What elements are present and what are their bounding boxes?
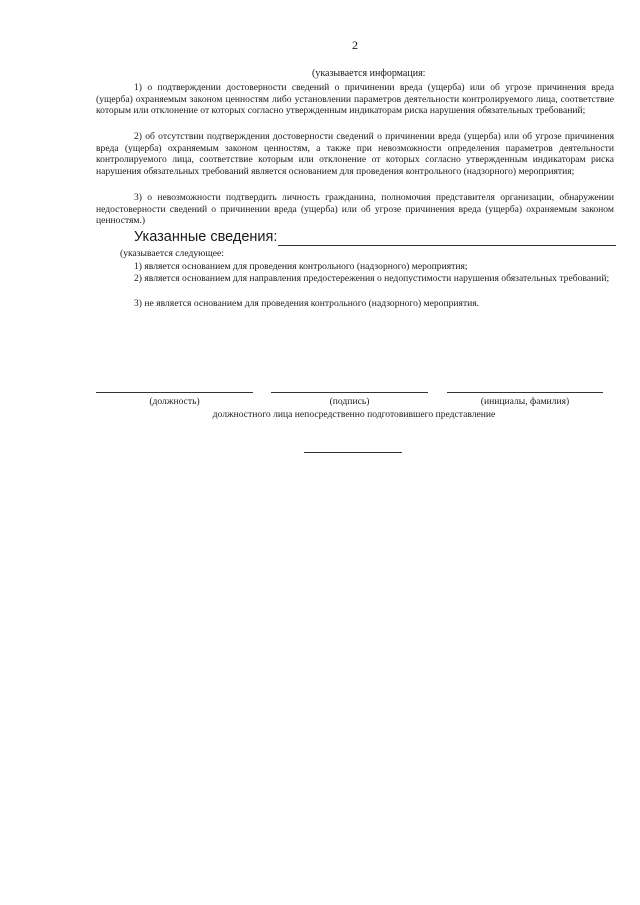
- stated-item-1: 1) является основанием для проведения контрольного (надзорного) мероприятия;: [134, 261, 468, 272]
- position-caption: (должность): [149, 396, 200, 407]
- stated-heading: (указывается следующее:: [120, 248, 224, 259]
- stated-label: Указанные сведения:: [134, 229, 278, 245]
- position-line: [96, 392, 253, 393]
- signature-line: [271, 392, 428, 393]
- stated-item-2: 2) является основанием для направления предостережения о недопустимости нарушения обязательных требований;: [134, 273, 610, 284]
- stated-item-3: 3) не является основанием для проведения контрольного (надзорного) мероприятия.: [134, 298, 480, 309]
- info-item-1: 1) о подтверждении достоверности сведений о причинении вреда (ущерба) или об угрозе причинения вреда (ущерба) охраняемым законом ценностям либо установлении параметров деятельности контролируемого лица, соответствие которым или отклонение от которых согласно утвержденным индикаторам риска нарушения обязательных требований;: [96, 82, 614, 117]
- info-heading: (указывается информация:: [312, 68, 426, 79]
- name-line: [447, 392, 603, 393]
- end-divider: [304, 452, 402, 453]
- info-item-3: 3) о невозможности подтвердить личность гражданина, полномочия представителя организации, обнаружении недостоверности сведений о причинении вреда (ущерба) или об угрозе причинения вреда (ущерба) охраняемым законом ценностям.): [96, 192, 614, 227]
- official-note: должностного лица непосредственно подготовившего представление: [212, 409, 496, 420]
- signature-caption: (подпись): [329, 396, 370, 407]
- page-number: 2: [352, 38, 358, 52]
- info-item-2: 2) об отсутствии подтверждения достоверности сведений о причинении вреда (ущерба) или об угрозе причинения вреда (ущерба) охраняемым законом ценностям, а также при невозможности определения параметров деятельности контролируемого лица, соответствие которым или отклонение от которых согласно утвержденным индикаторам риска нарушения обязательных требований является основанием для проведения контрольного (надзорного) мероприятия;: [96, 131, 614, 177]
- stated-fill-line: [278, 245, 616, 246]
- name-caption: (инициалы, фамилия): [480, 396, 570, 407]
